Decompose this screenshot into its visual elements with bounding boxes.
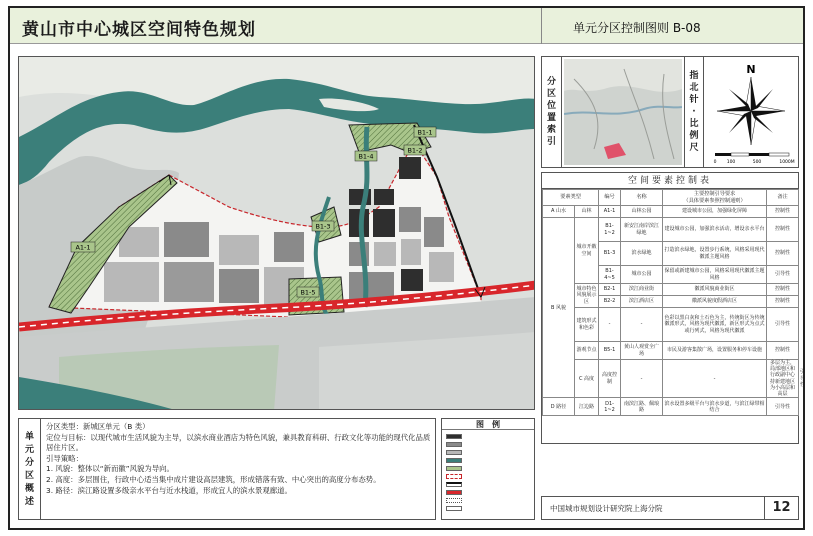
plan-title: 黄山市中心城区空间特色规划 xyxy=(22,20,256,40)
label-char: 针 xyxy=(689,95,699,105)
legend-row xyxy=(446,433,462,440)
locator-panel xyxy=(541,56,799,168)
unit-overview-text xyxy=(46,422,432,496)
legend-swatch xyxy=(446,506,462,511)
right-panel xyxy=(541,56,806,521)
table-cell: 多层为主，局部地区和行政副中心持新建地区为小高层和高层 xyxy=(767,360,799,398)
legend-row xyxy=(446,457,462,464)
table-cell: 城市特色风貌展示区 xyxy=(575,284,599,308)
label-char: 单 xyxy=(24,431,34,442)
table-cell: B 风貌 xyxy=(543,218,575,398)
table-cell: - xyxy=(599,308,621,342)
overview-line: 2. 高度：多层围住，行政中心适当集中成片建设高层建筑，形成错落有致、中心突出的高度分布态势。 xyxy=(46,474,381,484)
legend-row xyxy=(446,489,462,496)
label-char: 例 xyxy=(689,131,699,141)
label-char: 索 xyxy=(546,125,556,135)
table-cell: A1-1 xyxy=(599,206,621,218)
legend-swatch xyxy=(446,442,462,447)
table-cell: 建设城市公园，加强滨水活动，增设亲水平台 xyxy=(663,218,767,242)
building-block xyxy=(104,262,159,302)
table-cell: - xyxy=(621,308,663,342)
label-char: 位 xyxy=(546,101,556,111)
unit-map-canvas xyxy=(19,57,535,410)
page-number: 12 xyxy=(764,497,798,519)
building-block xyxy=(219,269,259,303)
label-char: 引 xyxy=(546,137,556,147)
table-header-row xyxy=(543,190,799,206)
legend-title: 图 例 xyxy=(442,419,534,430)
table-cell: 保留或新建城市公园，风格采用现代徽派主题风格 xyxy=(663,266,767,284)
table-cell: C 高度 xyxy=(575,360,599,398)
table-cell: 打造滨水绿地，设置步行系统，风格采用现代徽派主题风格 xyxy=(663,242,767,266)
table-header-cell: 要素类型 xyxy=(543,190,599,206)
label-char: 尺 xyxy=(689,143,699,153)
sheet-header xyxy=(10,8,803,44)
table-row xyxy=(543,218,799,242)
north-label: N xyxy=(746,63,756,76)
building-block xyxy=(374,189,394,205)
table-row xyxy=(543,342,799,360)
zone-label-b1-2: B1-2 xyxy=(407,146,423,155)
table-row: C 高度 高度控制 - - 多层为主，局部地区和行政副中心持新建地区为小高层和高层 引导性 xyxy=(543,360,799,398)
building-block xyxy=(164,262,214,302)
control-table xyxy=(541,172,806,444)
zone-label-b1-5: B1-5 xyxy=(300,288,316,297)
legend-swatch xyxy=(446,458,462,463)
building-block xyxy=(399,207,421,232)
table-cell: D 路径 xyxy=(543,398,575,416)
label-char: 分 xyxy=(24,457,34,468)
overview-line: 分区类型：新城区单元（B 类） xyxy=(46,422,150,431)
scale-bar xyxy=(714,153,795,165)
table-cell: 高度控制 xyxy=(599,360,621,398)
locator-index-label xyxy=(542,57,562,167)
table-cell: 徽派风貌度假酒店区 xyxy=(663,296,767,308)
table-cell: 游观节点 xyxy=(575,342,599,360)
table-header-cell: 备注 xyxy=(767,190,799,206)
locator-map xyxy=(564,59,682,165)
overview-line: 1. 风貌：整体以“新而徽”风貌为导向。 xyxy=(46,464,174,474)
unit-map[interactable] xyxy=(18,56,535,410)
table-cell: 滨江商业街 xyxy=(621,284,663,296)
overview-line: 3. 路径：滨江路设置多级亲水平台与近水栈道，形成宜人的滨水景观廊道。 xyxy=(46,485,292,495)
table-cell: A 山水 xyxy=(543,206,575,218)
label-char: 分 xyxy=(546,77,556,87)
overview-line: 定位与目标：以现代城市生活风貌为主导，以滨水商业酒店为特色风貌，兼具教育科研、行政文化等功能的现代化品质居住片区。 xyxy=(46,432,431,453)
table-header-cell: 主要控制引导要求 （具体要素参照控制通则） xyxy=(663,190,767,206)
legend-swatch xyxy=(446,482,462,487)
building-block xyxy=(373,209,395,237)
table-cell: 南滨江路、佩琅路 xyxy=(621,398,663,416)
legend-swatch xyxy=(446,450,462,455)
table-cell: B1- 1~2 xyxy=(599,218,621,242)
building-block xyxy=(401,269,423,291)
label-char: 概 xyxy=(24,483,34,494)
table-cell: B1-3 xyxy=(599,242,621,266)
table-cell: D1- 1~2 xyxy=(599,398,621,416)
legend-swatch xyxy=(446,490,462,495)
table-cell: 控制性 xyxy=(767,342,799,360)
header-divider xyxy=(541,8,542,44)
table-cell: 建筑形式和色彩 xyxy=(575,308,599,342)
unit-overview-panel xyxy=(18,418,436,520)
table-cell: 市民及游客集散广场，设置服务和停车设施 xyxy=(663,342,767,360)
label-char: · xyxy=(692,107,696,117)
scale-label: 1000M xyxy=(779,160,795,165)
table-cell: 城市公园 xyxy=(621,266,663,284)
table-cell: - xyxy=(663,360,767,398)
table-cell: 引导性 xyxy=(767,266,799,284)
table-cell: B2-2 xyxy=(599,296,621,308)
compass-scale-label xyxy=(684,57,704,167)
table-row xyxy=(543,308,799,342)
table-cell: 黄山人观赏全广场 xyxy=(621,342,663,360)
label-char: 元 xyxy=(24,444,34,455)
building-block xyxy=(401,239,421,265)
compass-rose xyxy=(707,59,797,165)
overview-line: 引导策略： xyxy=(46,453,83,463)
table-row xyxy=(543,206,799,218)
zone-label-b1-4: B1-4 xyxy=(358,152,374,161)
zone-label-b1-1: B1-1 xyxy=(417,128,433,137)
label-char: 区 xyxy=(24,470,34,481)
table-cell: 江边路 xyxy=(575,398,599,416)
building-block xyxy=(164,222,209,257)
org-footer xyxy=(541,496,799,520)
building-block xyxy=(429,252,454,282)
legend-row xyxy=(446,441,462,448)
label-char: 指 xyxy=(689,71,699,81)
legend-row xyxy=(446,465,462,472)
legend-swatch xyxy=(446,498,462,503)
label-char: 置 xyxy=(546,113,556,123)
table-cell: - xyxy=(621,360,663,398)
table-cell: 控制性 xyxy=(767,284,799,296)
building-block xyxy=(399,157,421,179)
scale-label: 0 xyxy=(713,160,717,165)
table-cell: 徽派风貌商业街区 xyxy=(663,284,767,296)
legend-swatch xyxy=(446,434,462,439)
north-arrow-icon xyxy=(717,77,785,145)
legend-swatch xyxy=(446,474,462,479)
building-block xyxy=(274,232,304,262)
legend-row xyxy=(446,505,462,512)
table-header-cell: 名称 xyxy=(621,190,663,206)
table-cell: 建设城市公园，加强绿化屏障 xyxy=(663,206,767,218)
legend-row xyxy=(446,481,462,488)
table-row xyxy=(543,284,799,296)
control-table-title: 空间要素控制表 xyxy=(542,173,798,189)
building-block xyxy=(424,217,444,247)
table-cell: 色彩以黑白灰和土石色为主，传统街区为传统徽派形式，风格为现代徽派，新区形式为点式或行列式，风格为现代徽派 xyxy=(663,308,767,342)
zone-label-b1-3: B1-3 xyxy=(315,222,331,231)
scale-label: 100 xyxy=(726,160,736,165)
map-legend xyxy=(441,418,535,520)
legend-row xyxy=(446,497,462,504)
label-char: 北 xyxy=(689,83,699,93)
legend-row xyxy=(446,473,462,480)
unit-overview-label xyxy=(19,419,41,519)
table-cell: 山林公园 xyxy=(621,206,663,218)
scale-label: 500 xyxy=(752,160,762,165)
table-row xyxy=(543,398,799,416)
table-cell: 山林 xyxy=(575,206,599,218)
sheet-title: 单元分区控制图则 B-08 xyxy=(573,21,701,35)
legend-swatch xyxy=(446,466,462,471)
table-cell: 控制性 xyxy=(767,296,799,308)
table-cell: 滨水绿地 xyxy=(621,242,663,266)
table-cell: B2-1 xyxy=(599,284,621,296)
table-cell: 控制性 xyxy=(767,206,799,218)
table-header-cell: 编号 xyxy=(599,190,621,206)
table-cell: B1- 4~5 xyxy=(599,266,621,284)
org-name: 中国城市规划设计研究院上海分院 xyxy=(550,504,663,513)
table-cell: B5-1 xyxy=(599,342,621,360)
label-char: 述 xyxy=(24,496,34,507)
legend-row xyxy=(446,449,462,456)
building-block xyxy=(219,235,259,265)
table-cell: 城市开敞空间 xyxy=(575,218,599,284)
label-char: 区 xyxy=(546,89,556,99)
building-block xyxy=(374,242,396,266)
zone-label-a1-1: A1-1 xyxy=(75,243,91,252)
table-cell: 滨水设置多级平台与滨水步道，与滨江绿带相结合 xyxy=(663,398,767,416)
control-table-grid xyxy=(542,189,806,416)
table-cell: 控制性 xyxy=(767,242,799,266)
label-char: 比 xyxy=(689,119,699,129)
table-cell: 引导性 xyxy=(767,308,799,342)
table-cell: 滨江酒店区 xyxy=(621,296,663,308)
table-cell: 新安江南岸滨江绿地 xyxy=(621,218,663,242)
table-cell: 引导性 xyxy=(767,398,799,416)
table-cell: 控制性 xyxy=(767,218,799,242)
